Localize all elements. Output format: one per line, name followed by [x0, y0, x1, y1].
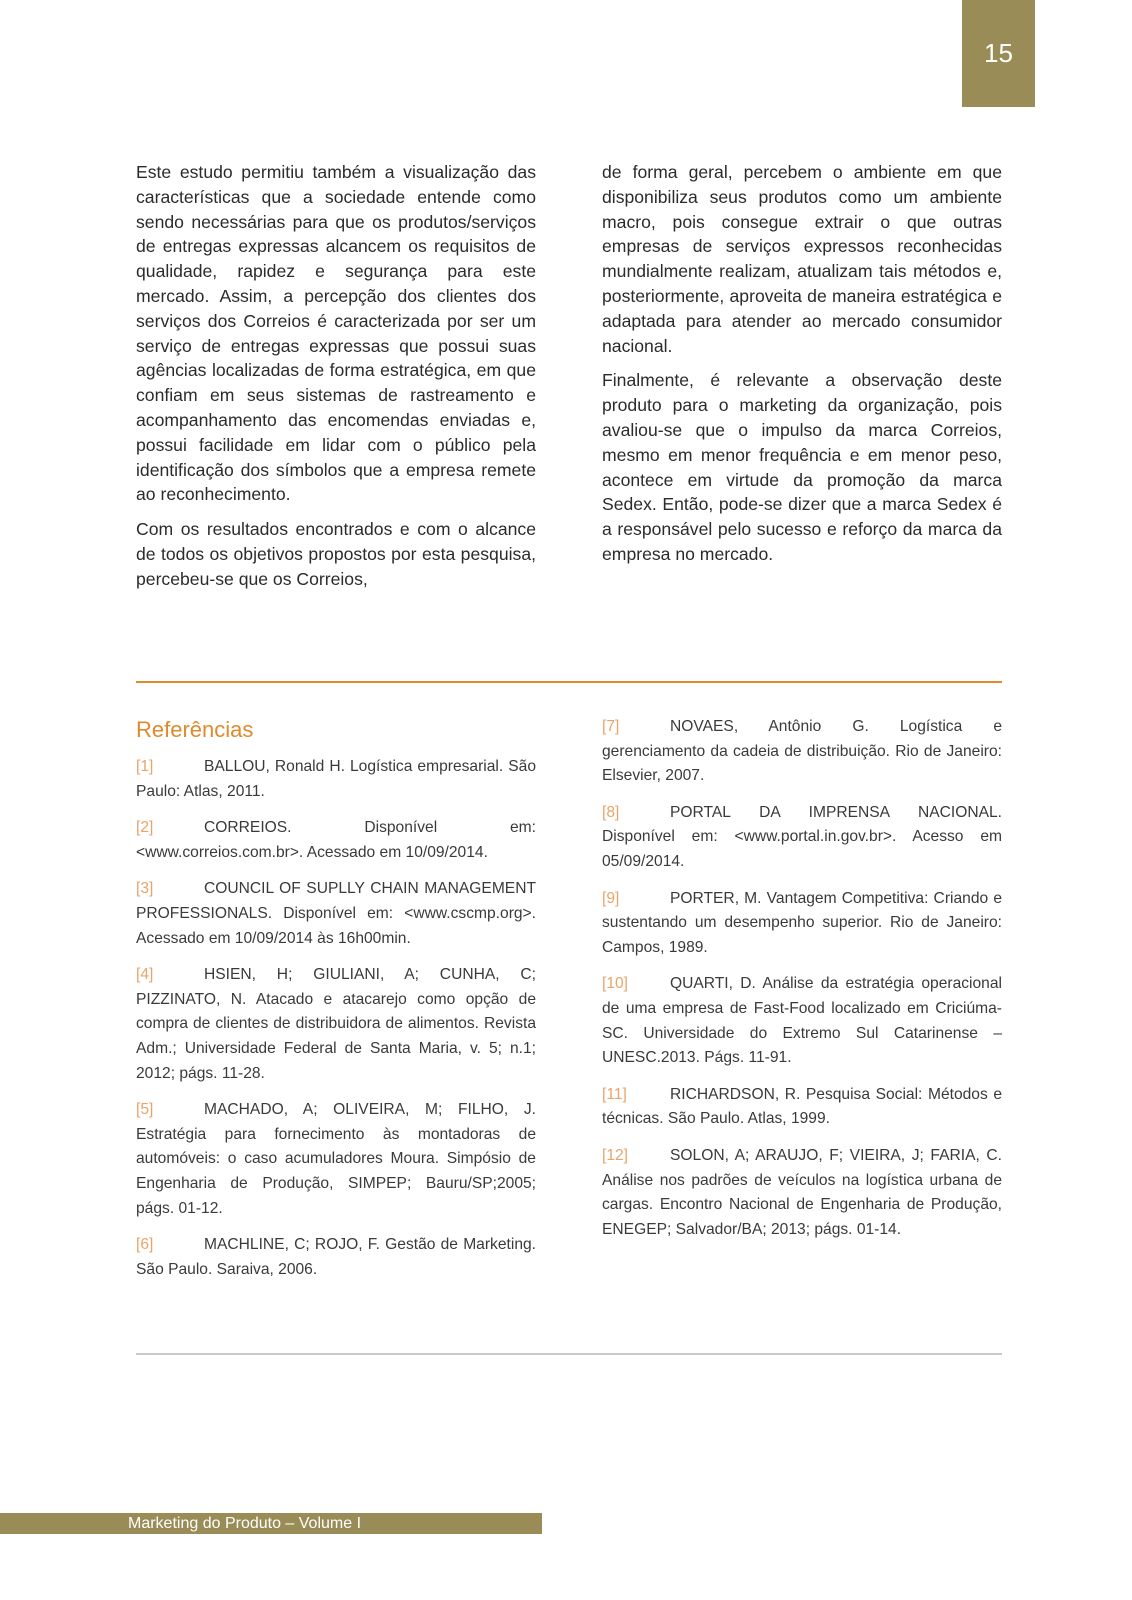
- bottom-divider: [136, 1353, 1002, 1355]
- reference-number: [1]: [136, 758, 154, 775]
- reference-number: [3]: [136, 880, 154, 898]
- reference-item: [136, 877, 536, 951]
- reference-text: BALLOU, Ronald H. Logística empresarial. São Paulo: Atlas, 2011.: [136, 758, 536, 800]
- reference-item: [602, 972, 1002, 1070]
- references-column-right: [602, 715, 1002, 1294]
- body-column-left: [136, 160, 536, 602]
- section-divider: [136, 681, 1002, 683]
- reference-text: PORTER, M. Vantagem Competitiva: Criando e sustentando um desempenho superior. Rio de Janeiro: Campos, 1989.: [602, 889, 1002, 956]
- reference-number: [7]: [602, 718, 620, 735]
- reference-item: [136, 963, 536, 1086]
- reference-number: [5]: [136, 1101, 154, 1119]
- reference-number: [2]: [136, 819, 154, 837]
- reference-number: [12]: [602, 1146, 629, 1164]
- reference-text: HSIEN, H; GIULIANI, A; CUNHA, C; PIZZINATO, N. Atacado e atacarejo como opção de compra de clientes de distribuidora de alimentos. Revista Adm.; Universidade Federal de Santa Maria, v. 5; n.1; 2012; págs. 11-28.: [136, 966, 536, 1082]
- reference-text: NOVAES, Antônio G. Logística e gerenciamento da cadeia de distribuição. Rio de Janeiro: Elsevier, 2007.: [602, 718, 1002, 785]
- references-column-left: [136, 715, 536, 1294]
- reference-number: [11]: [602, 1085, 627, 1103]
- reference-text: COUNCIL OF SUPLLY CHAIN MANAGEMENT PROFESSIONALS. Disponível em: <www.cscmp.org>. Acessado em 10/09/2014 às 16h00min.: [136, 880, 536, 947]
- reference-item: [136, 1233, 536, 1282]
- reference-number: [8]: [602, 803, 620, 821]
- reference-text: MACHADO, A; OLIVEIRA, M; FILHO, J. Estratégia para fornecimento às montadoras de automóveis: o caso acumuladores Moura. Simpósio de Engenharia de Produção, SIMPEP; Bauru/SP;2005; págs. 01-12.: [136, 1101, 536, 1217]
- body-column-right: [602, 160, 1002, 602]
- reference-number: [10]: [602, 975, 629, 993]
- reference-text: QUARTI, D. Análise da estratégia operacional de uma empresa de Fast-Food localizado em Criciúma-SC. Universidade do Extremo Sul Catarinense – UNESC.2013. Págs. 11-91.: [602, 975, 1002, 1067]
- footer-label: Marketing do Produto – Volume I: [128, 1515, 362, 1532]
- reference-item: [136, 816, 536, 865]
- reference-text: SOLON, A; ARAUJO, F; VIEIRA, J; FARIA, C. Análise nos padrões de veículos na logística urbana de cargas. Encontro Nacional de Engenharia de Produção, ENEGEP; Salvador/BA; 2013; págs. 01-14.: [602, 1146, 1002, 1238]
- paragraph: Com os resultados encontrados e com o alcance de todos os objetivos propostos por esta pesquisa, percebeu-se que os Correios,: [136, 519, 536, 589]
- page-number: 15: [962, 0, 1035, 107]
- footer-bar: [0, 1513, 542, 1534]
- paragraph: Este estudo permitiu também a visualização das características que a sociedade entende como sendo necessárias para que os produtos/serviços de entregas expressas alcancem os requisitos de qualidade, rapidez e segurança para este mercado. Assim, a percepção dos clientes dos serviços dos Correios é caracterizada por ser um serviço de entregas expressas que possui suas agências localizadas de forma estratégica, em que confiam em seus sistemas de rastreamento e acompanhamento das encomendas enviadas e, possui facilidade em lidar com o público pela identificação dos símbolos que a empresa remete ao reconhecimento.: [136, 162, 536, 505]
- paragraph: de forma geral, percebem o ambiente em que disponibiliza seus produtos como um ambiente macro, pois consegue extrair o que outras empresas de serviços expressos reconhecidas mundialmente realizam, atualizam tais métodos e, posteriormente, aproveita de maneira estratégica e adaptada para atender ao mercado consumidor nacional.: [602, 162, 1002, 356]
- reference-item: [136, 755, 536, 804]
- reference-item: [602, 715, 1002, 789]
- reference-item: [602, 1144, 1002, 1242]
- reference-number: [4]: [136, 966, 154, 984]
- reference-item: [602, 1083, 1002, 1132]
- reference-text: RICHARDSON, R. Pesquisa Social: Métodos e técnicas. São Paulo. Atlas, 1999.: [602, 1085, 1002, 1128]
- reference-number: [9]: [602, 889, 620, 907]
- reference-item: [602, 887, 1002, 961]
- reference-text: CORREIOS. Disponível em: <www.correios.com.br>. Acessado em 10/09/2014.: [136, 819, 536, 861]
- reference-text: MACHLINE, C; ROJO, F. Gestão de Marketing. São Paulo. Saraiva, 2006.: [136, 1236, 536, 1278]
- reference-item: [602, 801, 1002, 875]
- reference-text: PORTAL DA IMPRENSA NACIONAL. Disponível em: <www.portal.in.gov.br>. Acesso em 05/09/2014.: [602, 803, 1002, 870]
- references-heading: Referências: [136, 717, 254, 742]
- reference-number: [6]: [136, 1236, 154, 1254]
- paragraph: Finalmente, é relevante a observação deste produto para o marketing da organização, pois avaliou-se que o impulso da marca Correios, mesmo em menor frequência e em menor peso, acontece em virtude da promoção da marca Sedex. Então, pode-se dizer que a marca Sedex é a responsável pelo sucesso e reforço da marca da empresa no mercado.: [602, 370, 1002, 564]
- references-section: [136, 715, 1002, 1294]
- body-text: [136, 160, 1002, 602]
- reference-item: [136, 1098, 536, 1221]
